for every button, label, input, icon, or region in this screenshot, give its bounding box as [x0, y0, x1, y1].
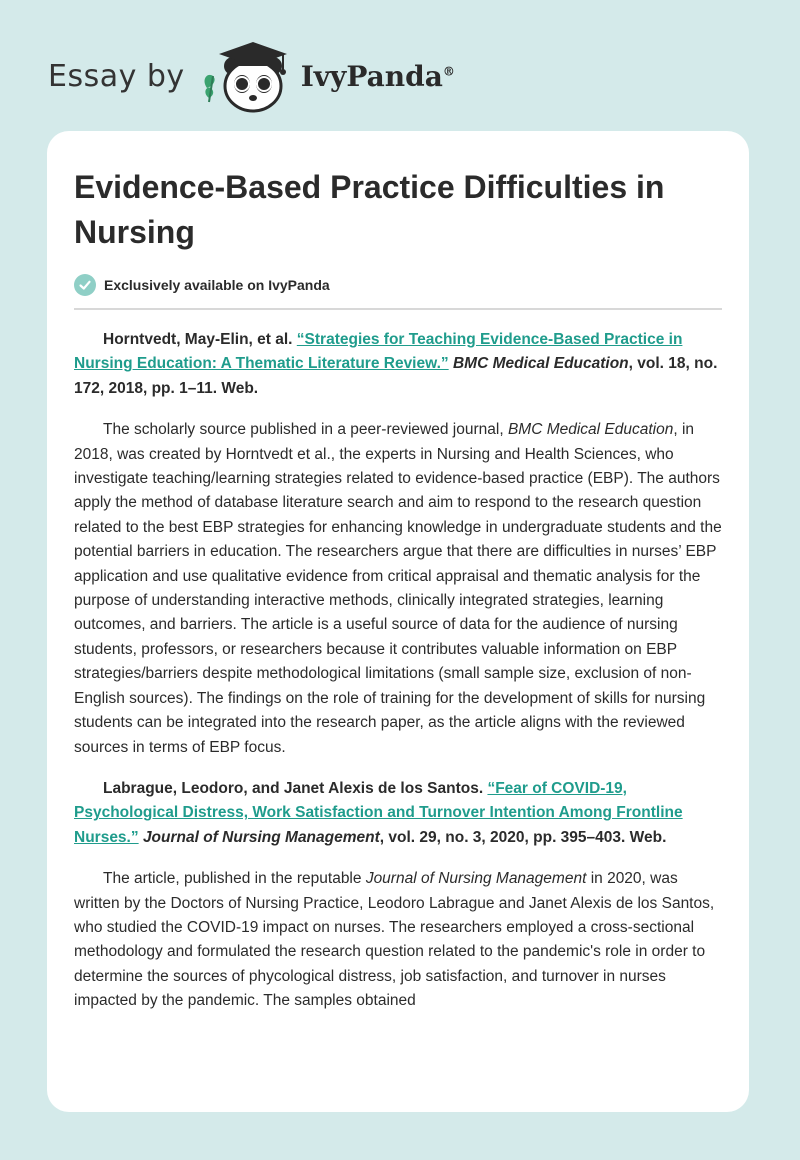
- site-header: [48, 36, 455, 116]
- citation-authors: Horntvedt, May-Elin, et al.: [103, 331, 293, 348]
- citation-journal: Journal of Nursing Management: [142, 828, 380, 846]
- check-icon: [74, 274, 96, 296]
- citation-details: , vol. 18, no. 172, 2018, pp. 1–11. Web.: [74, 355, 718, 397]
- annotation-paragraph: The article, published in the reputable Journal of Nursing Management in 2020, was written by the Doctors of Nursing Practice, Leodoro Labrague and Janet Alexis de los Santos, who studied the COVID-19 impact on nurses. The researchers employed a cross-sectional methodology and formulated the research question related to the pandemic's role in order to determine the sources of phycological distress, job satisfaction, and turnover in nurses impacted by the pandemic. The samples obtained: [74, 870, 715, 1010]
- panda-logo-icon[interactable]: [199, 36, 299, 116]
- citation-details: , vol. 29, no. 3, 2020, pp. 395–403. Web.: [379, 828, 667, 846]
- journal-name: BMC Medical Education: [507, 421, 674, 439]
- citation-link[interactable]: “Strategies for Teaching Evidence-Based Practice in Nursing Education: A Thematic Literature Review.”: [74, 331, 683, 373]
- essay-card: [47, 131, 749, 1112]
- essay-body: [74, 328, 722, 1014]
- citation-link[interactable]: “Fear of COVID-19, Psychological Distress, Work Satisfaction and Turnover Intention Among Frontline Nurses.”: [74, 779, 683, 846]
- citation-entry: [74, 328, 722, 401]
- essay-title: Evidence-Based Practice Difficulties in Nursing: [74, 169, 665, 250]
- journal-name: Journal of Nursing Management: [365, 870, 587, 888]
- exclusive-label: Exclusively available on IvyPanda: [104, 277, 330, 293]
- citation-authors: Labrague, Leodoro, and Janet Alexis de los Santos.: [103, 779, 484, 797]
- annotation-paragraph: The scholarly source published in a peer-reviewed journal, BMC Medical Education, in 2018, was created by Horntvedt et al., the experts in Nursing and Health Sciences, who investigate teaching/learning strategies related to evidence-based practice (EBP). The authors apply the method of database literature search and aim to respond to the research question related to the best EBP strategies for enhancing knowledge in undergraduate students and the potential barriers in education. The researchers argue that there are difficulties in nurses’ EBP application and use qualitative evidence from critical appraisal and thematic analysis for the purpose of understanding interactive methods, clinically integrated strategies, learning outcomes, and barriers. The article is a useful source of data for the audience of nursing students, professors, or researchers because it contributes valuable information on EBP strategies/barriers despite methodological limitations (small sample size, exclusion of non-English sources). The findings on the role of training for the development of skills for nursing students can be integrated into the research paper, as the article aligns with the reviewed sources in terms of EBP focus.: [74, 421, 722, 756]
- citation-journal: BMC Medical Education: [452, 355, 629, 373]
- exclusive-banner: [74, 274, 722, 310]
- registered-mark: ®: [442, 64, 455, 79]
- citation-entry: [74, 777, 722, 850]
- brand-name[interactable]: IvyPanda®: [300, 59, 455, 93]
- essay-by-label: Essay by: [48, 58, 185, 94]
